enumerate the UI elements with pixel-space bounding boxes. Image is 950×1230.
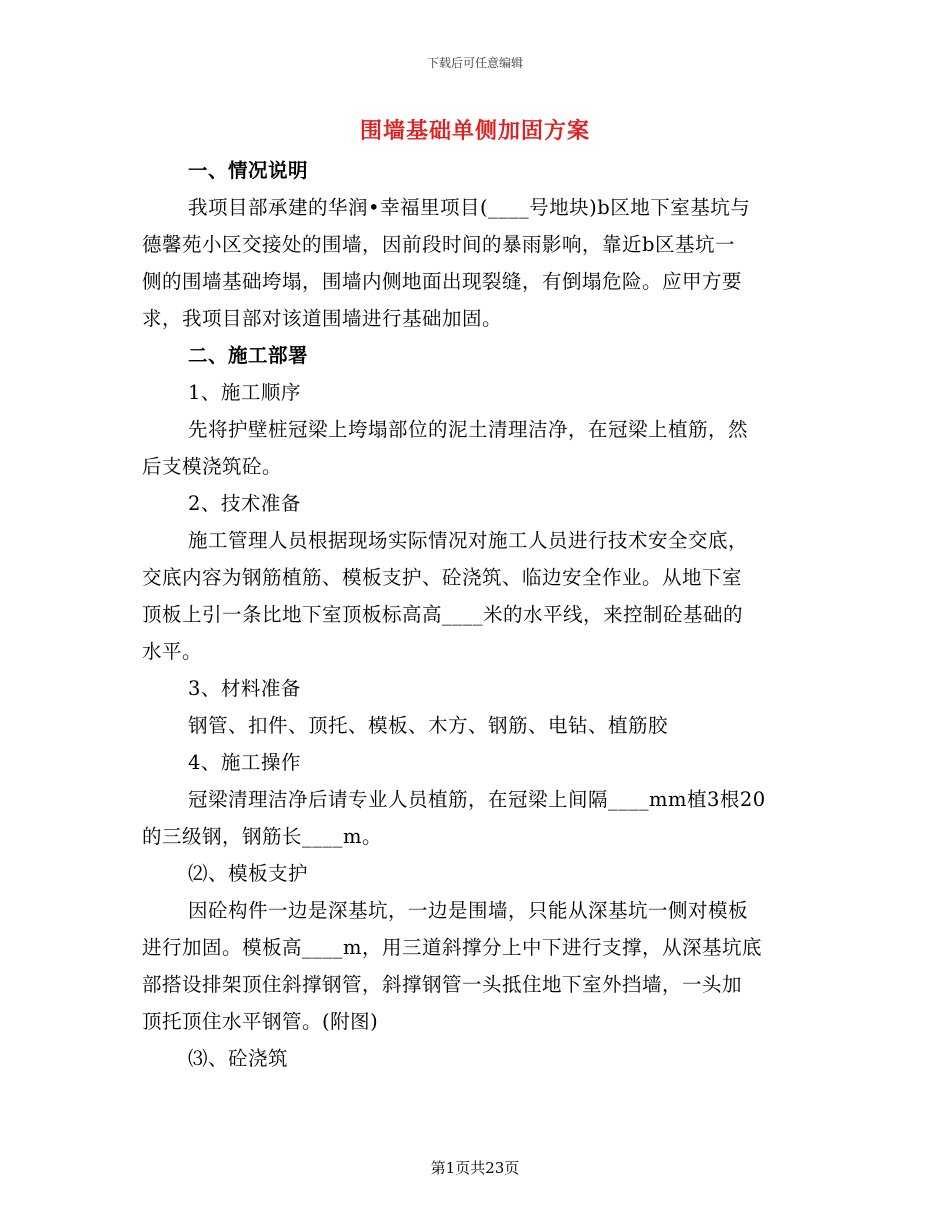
paragraph-line: ⑶、砼浇筑 (188, 1047, 289, 1070)
paragraph-continuation-line: 水平。 (142, 640, 203, 663)
paragraph-continuation-line: 交底内容为钢筋植筋、模板支护、砼浇筑、临边安全作业。从地下室 (142, 566, 743, 589)
paragraph-line: 先将护壁桩冠梁上垮塌部位的泥土清理洁净，在冠梁上植筋，然 (188, 418, 749, 441)
section-heading: 一、情况说明 (188, 159, 309, 182)
paragraph-line: 1、施工顺序 (188, 381, 301, 404)
paragraph-continuation-line: 顶板上引一条比地下室顶板标高高____米的水平线，来控制砼基础的 (142, 603, 744, 626)
document-body (142, 152, 808, 1077)
paragraph-line: 4、施工操作 (188, 751, 301, 774)
paragraph-continuation-line: 进行加固。模板高____m，用三道斜撑分上中下进行支撑，从深基坑底 (142, 936, 762, 959)
page-footer-number: 第1页共23页 (430, 1159, 520, 1177)
paragraph-line: 钢管、扣件、顶托、模板、木方、钢筋、电钻、植筋胶 (188, 714, 669, 737)
paragraph-continuation-line: 部搭设排架顶住斜撑钢管，斜撑钢管一头抵住地下室外挡墙，一头加 (142, 973, 743, 996)
paragraph-line: 2、技术准备 (188, 492, 301, 515)
paragraph-continuation-line: 的三级钢，钢筋长____m。 (142, 825, 382, 848)
paragraph-line: 我项目部承建的华润•幸福里项目(____号地块)b区地下室基坑与 (188, 196, 751, 219)
paragraph-continuation-line: 侧的围墙基础垮塌，围墙内侧地面出现裂缝，有倒塌危险。应甲方要 (142, 270, 743, 293)
document-title: 围墙基础单侧加固方案 (359, 118, 590, 144)
page-header-note: 下载后可任意编辑 (426, 56, 523, 70)
section-heading: 二、施工部署 (188, 344, 309, 367)
paragraph-continuation-line: 顶托顶住水平钢管。(附图) (142, 1010, 379, 1033)
paragraph-continuation-line: 后支模浇筑砼。 (142, 455, 283, 478)
paragraph-continuation-line: 德馨苑小区交接处的围墙，因前段时间的暴雨影响，靠近b区基坑一 (142, 233, 735, 256)
paragraph-line: 冠梁清理洁净后请专业人员植筋，在冠梁上间隔____mm植3根20 (188, 788, 766, 811)
paragraph-line: 3、材料准备 (188, 677, 301, 700)
paragraph-continuation-line: 求，我项目部对该道围墙进行基础加固。 (142, 307, 503, 330)
paragraph-line: 施工管理人员根据现场实际情况对施工人员进行技术安全交底， (188, 529, 749, 552)
paragraph-line: ⑵、模板支护 (188, 862, 309, 885)
paragraph-line: 因砼构件一边是深基坑，一边是围墙，只能从深基坑一侧对模板 (188, 899, 749, 922)
